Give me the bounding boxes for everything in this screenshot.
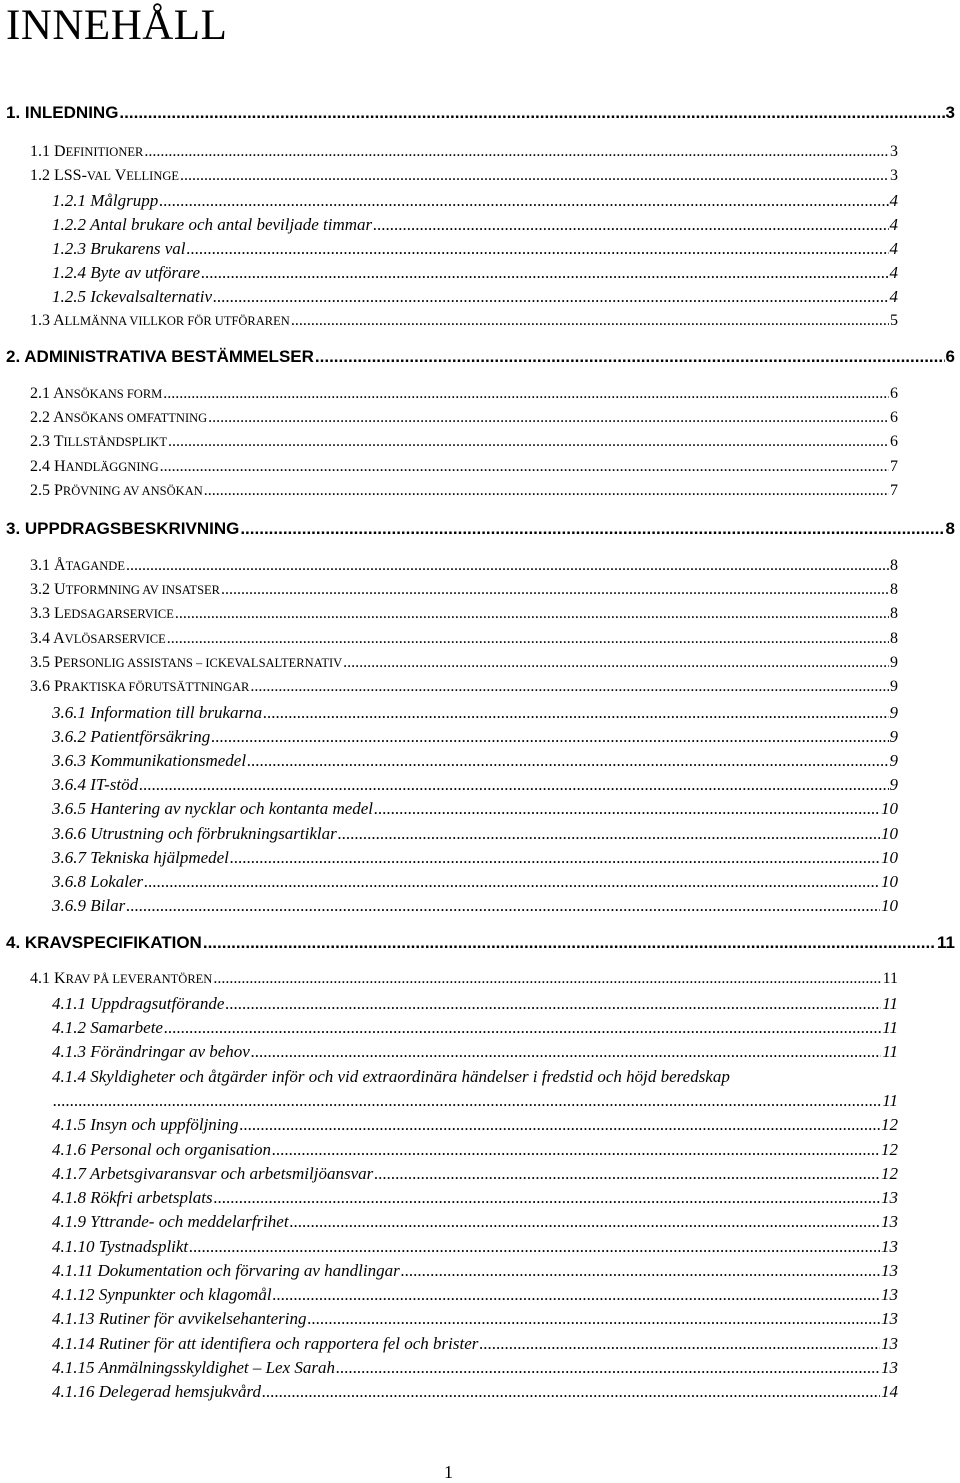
toc-entry-label	[30, 557, 125, 575]
toc-entry-label	[52, 1140, 271, 1160]
page-number: 1	[444, 1462, 453, 1482]
toc-entry[interactable]	[52, 1358, 898, 1378]
toc-entry-label	[30, 433, 167, 451]
toc-dot-leader	[247, 751, 888, 771]
toc-entry[interactable]	[52, 1261, 898, 1281]
toc-entry-label	[52, 848, 229, 868]
toc-dot-leader	[374, 1164, 880, 1184]
toc-entry[interactable]	[52, 896, 898, 916]
toc-dot-leader	[213, 287, 888, 307]
toc-dot-leader	[262, 1382, 880, 1402]
toc-dot-leader	[338, 824, 880, 844]
toc-entry-label	[52, 1018, 163, 1038]
toc-entry[interactable]	[52, 799, 898, 819]
toc-entry-label	[30, 409, 207, 427]
toc-dot-leader	[186, 239, 888, 259]
toc-page-number: 10	[881, 872, 898, 891]
toc-entry-text: 4.1.16 Delegerad hemsjukvård	[52, 1382, 261, 1401]
toc-entry[interactable]	[52, 751, 898, 771]
toc-dot-leader	[214, 1188, 880, 1208]
toc-entry-text: 3.6.7 Tekniska hjälpmedel	[52, 848, 229, 867]
toc-entry-label	[52, 1382, 261, 1402]
toc-entry-label	[52, 727, 210, 747]
toc-dot-leader	[250, 678, 889, 696]
toc-entry[interactable]	[6, 347, 955, 367]
toc-entry-text: 4.1.3 Förändringar av behov	[52, 1042, 250, 1061]
toc-entry[interactable]	[52, 1140, 898, 1160]
toc-dot-leader	[189, 1237, 880, 1257]
toc-entry-text: 2.3 T	[30, 433, 64, 450]
toc-dot-leader	[240, 519, 944, 539]
toc-page-number: 6	[945, 347, 955, 366]
toc-entry-label	[6, 933, 202, 953]
toc-entry[interactable]	[52, 703, 898, 723]
toc-entry[interactable]	[52, 994, 898, 1014]
toc-entry-label	[52, 824, 337, 844]
toc-entry-text: 1.2.2 Antal brukare och antal beviljade timmar	[52, 215, 373, 234]
toc-entry-text: 3.6.2 Patientförsäkring	[52, 727, 211, 746]
toc-entry[interactable]	[30, 143, 898, 161]
toc-entry-label	[52, 1358, 335, 1378]
toc-page-number: 7	[890, 458, 898, 475]
toc-entry-smallcaps-2: ELLINGE	[126, 169, 180, 183]
toc-dot-leader	[204, 482, 889, 500]
toc-entry-label	[52, 1164, 373, 1184]
toc-entry-smallcaps: RAKTISKA FÖRUTSÄTTNINGAR	[62, 680, 250, 694]
toc-entry-label	[52, 872, 143, 892]
toc-page-number: 11	[882, 1042, 898, 1061]
toc-page-number: 4	[889, 263, 898, 282]
toc-entry-smallcaps: RÖVNING AV ANSÖKAN	[62, 484, 203, 498]
toc-entry-label	[30, 143, 143, 161]
toc-entry-smallcaps: ERSONLIG ASSISTANS – ICKEVALSALTERNATIV	[62, 656, 343, 670]
toc-entry-text: 4.1.13 Rutiner för avvikelsehantering	[52, 1309, 307, 1328]
toc-entry[interactable]	[30, 312, 898, 330]
toc-entry[interactable]	[52, 1237, 898, 1257]
toc-entry-text: 4. KRAVSPECIFIKATION	[6, 933, 202, 952]
toc-entry-text: 1.2.3 Brukarens val	[52, 239, 186, 258]
toc-entry-smallcaps: NSÖKANS FORM	[64, 387, 163, 401]
toc-page-number: 3	[890, 167, 898, 184]
toc-entry-text: 2.5 P	[30, 482, 63, 499]
toc-entry[interactable]	[52, 287, 898, 307]
toc-entry-text: 4.1 K	[30, 970, 66, 987]
document-title: INNEHÅLL	[6, 2, 228, 49]
toc-entry[interactable]	[30, 654, 898, 672]
toc-entry-label	[30, 167, 179, 185]
toc-entry-label: 4.1.4 Skyldigheter och åtgärder inför och vid extraordinära händelser i fredstid och höjd beredskap	[52, 1067, 730, 1086]
toc-entry[interactable]	[52, 239, 898, 259]
toc-entry-text-rest: V	[111, 167, 127, 184]
toc-entry-wrapped-title[interactable]	[52, 1067, 730, 1087]
toc-entry[interactable]	[30, 605, 898, 623]
toc-page-number: 11	[937, 933, 955, 952]
toc-page-number: 4	[889, 287, 898, 306]
toc-page-number: 13	[881, 1358, 898, 1377]
toc-page-number: 9	[890, 654, 898, 671]
toc-entry-text: 4.1.12 Synpunkter och klagomål	[52, 1285, 272, 1304]
toc-entry-label	[30, 678, 249, 696]
toc-page-number: 13	[881, 1309, 898, 1328]
toc-entry-text: 3.6 P	[30, 678, 63, 695]
toc-entry[interactable]	[30, 458, 898, 476]
toc-page-number: 12	[881, 1140, 898, 1159]
toc-entry-smallcaps: NSÖKANS OMFATTNING	[64, 411, 208, 425]
toc-entry-text: 3.6.6 Utrustning och förbrukningsartiklar	[52, 824, 337, 843]
toc-dot-leader	[272, 1140, 880, 1160]
toc-dot-leader	[203, 933, 936, 953]
toc-dot-leader	[126, 557, 889, 575]
toc-entry[interactable]	[52, 191, 898, 211]
toc-entry[interactable]	[30, 630, 898, 648]
toc-entry-label	[30, 458, 159, 476]
toc-dot-leader	[175, 605, 889, 623]
toc-entry-text: 4.1.6 Personal och organisation	[52, 1140, 271, 1159]
toc-entry-label	[52, 1309, 306, 1329]
toc-entry-text: 3.6.4 IT-stöd	[52, 775, 139, 794]
toc-entry-text: 1.	[6, 103, 21, 122]
toc-entry[interactable]	[52, 775, 898, 795]
toc-page-number: 10	[881, 799, 898, 818]
toc-entry[interactable]	[6, 933, 955, 953]
toc-entry-text: 3.6.8 Lokaler	[52, 872, 144, 891]
toc-entry-text: 2.2 A	[30, 409, 65, 426]
toc-entry-smallcaps: LLMÄNNA VILLKOR FÖR UTFÖRAREN	[64, 314, 290, 328]
toc-entry-label	[52, 215, 372, 235]
toc-entry-label	[30, 605, 174, 623]
toc-entry-smallcaps: ANDLÄGGNING	[65, 460, 159, 474]
toc-entry-label	[52, 263, 200, 283]
toc-page-number: 3	[945, 103, 955, 122]
toc-dot-leader	[343, 654, 889, 672]
toc-dot-leader	[126, 896, 880, 916]
toc-entry[interactable]	[6, 103, 955, 123]
toc-entry-label	[30, 970, 212, 988]
toc-entry[interactable]	[30, 970, 898, 988]
toc-dot-leader	[211, 727, 888, 747]
toc-entry-label	[52, 191, 158, 211]
toc-entry-text: 2. ADMINISTRATIVA BESTÄMMELSER	[6, 347, 314, 366]
toc-entry-text: 4.1.1 Uppdragsutförande	[52, 994, 225, 1013]
toc-entry[interactable]	[52, 1188, 898, 1208]
toc-dot-leader	[208, 409, 889, 427]
toc-entry[interactable]	[52, 1018, 898, 1038]
toc-page-number: 13	[881, 1237, 898, 1256]
toc-entry-smallcaps: TAGANDE	[65, 559, 125, 573]
toc-entry-smallcaps: RAV PÅ LEVERANTÖREN	[65, 972, 213, 986]
toc-entry-text: 4.1.7 Arbetsgivaransvar och arbetsmiljöansvar	[52, 1164, 374, 1183]
toc-dot-leader	[315, 347, 945, 367]
toc-page-number: 11	[882, 1091, 898, 1110]
toc-entry-text: 1.2 LSS-	[30, 167, 87, 184]
toc-entry-text: 2.1 A	[30, 385, 65, 402]
toc-page-number: 9	[889, 703, 898, 722]
toc-entry-text-rest: INLEDNING	[20, 103, 119, 122]
toc-dot-leader	[167, 630, 889, 648]
toc-entry-text: 3.5 P	[30, 654, 63, 671]
toc-entry[interactable]	[52, 1091, 898, 1111]
toc-dot-leader	[263, 703, 888, 723]
toc-entry-label	[30, 312, 290, 330]
toc-entry-label	[52, 751, 246, 771]
toc-dot-leader	[273, 1285, 880, 1305]
toc-entry-text: 3.4 A	[30, 630, 65, 647]
toc-entry[interactable]	[52, 727, 898, 747]
toc-page-number: 3	[890, 143, 898, 160]
toc-entry-text: 4.1.2 Samarbete	[52, 1018, 163, 1037]
toc-entry-label	[52, 1188, 213, 1208]
toc-entry-label	[52, 1261, 400, 1281]
toc-entry-label	[52, 775, 138, 795]
toc-entry[interactable]	[52, 1042, 898, 1062]
toc-entry-text: 4.1.9 Yttrande- och meddelarfrihet	[52, 1212, 289, 1231]
toc-entry-label	[52, 896, 125, 916]
toc-dot-leader	[336, 1358, 880, 1378]
toc-page-number: 14	[881, 1382, 898, 1401]
toc-page-number: 4	[889, 215, 898, 234]
toc-entry-label	[52, 1285, 272, 1305]
toc-entry-text: 3.6.9 Bilar	[52, 896, 126, 915]
toc-entry-text: 1.2.5 Ickevalsalternativ	[52, 287, 213, 306]
toc-entry[interactable]	[52, 1212, 898, 1232]
toc-entry-label	[52, 1334, 478, 1354]
toc-entry-label	[30, 630, 166, 648]
toc-entry[interactable]	[30, 385, 898, 403]
toc-page-number: 4	[889, 239, 898, 258]
toc-entry-label	[52, 1042, 250, 1062]
toc-page-number: 5	[890, 312, 898, 329]
toc-page-number: 6	[890, 433, 898, 450]
toc-dot-leader	[163, 385, 889, 403]
toc-dot-leader	[144, 143, 889, 161]
toc-dot-leader	[160, 458, 889, 476]
toc-entry-smallcaps: VAL	[86, 169, 111, 183]
toc-dot-leader	[180, 167, 889, 185]
toc-page-number: 11	[882, 1018, 898, 1037]
toc-dot-leader	[290, 1212, 880, 1232]
toc-entry-smallcaps: EFINITIONER	[65, 145, 144, 159]
toc-entry[interactable]	[30, 678, 898, 696]
toc-entry-label	[6, 347, 314, 367]
toc-entry-label	[30, 482, 203, 500]
toc-entry-text: 4.1.11 Dokumentation och förvaring av handlingar	[52, 1261, 400, 1280]
toc-dot-leader	[307, 1309, 880, 1329]
toc-entry-text: 3.6.5 Hantering av nycklar och kontanta medel	[52, 799, 374, 818]
toc-dot-leader	[373, 215, 888, 235]
toc-dot-leader	[53, 1091, 881, 1111]
toc-entry[interactable]	[52, 1382, 898, 1402]
toc-page-number: 9	[890, 678, 898, 695]
toc-entry[interactable]	[30, 482, 898, 500]
toc-page-number: 7	[890, 482, 898, 499]
toc-page-number: 12	[881, 1115, 898, 1134]
toc-entry[interactable]	[30, 557, 898, 575]
toc-entry-text: 4.1.10 Tystnadsplikt	[52, 1237, 189, 1256]
toc-entry[interactable]	[30, 433, 898, 451]
toc-entry-text: 1.1 D	[30, 143, 66, 160]
toc-entry-text: 4.1.5 Insyn och uppföljning	[52, 1115, 239, 1134]
toc-entry[interactable]	[52, 1115, 898, 1135]
toc-page-number: 8	[945, 519, 955, 538]
toc-dot-leader	[119, 103, 944, 123]
toc-entry-label	[52, 287, 212, 307]
toc-entry-text: 1.2.4 Byte av utförare	[52, 263, 201, 282]
toc-dot-leader	[230, 848, 880, 868]
toc-entry[interactable]	[52, 1164, 898, 1184]
toc-entry[interactable]	[52, 215, 898, 235]
toc-dot-leader	[251, 1042, 881, 1062]
toc-dot-leader	[168, 433, 889, 451]
toc-entry-smallcaps: TFORMNING AV INSATSER	[65, 583, 220, 597]
toc-entry-smallcaps: VLÖSARSERVICE	[64, 632, 166, 646]
toc-dot-leader	[221, 581, 889, 599]
toc-entry-text: 4.1.8 Rökfri arbetsplats	[52, 1188, 213, 1207]
toc-page-number: 9	[889, 751, 898, 770]
toc-entry-label	[52, 703, 262, 723]
toc-entry-text: 3.1 Å	[30, 557, 66, 574]
toc-page-number: 6	[890, 409, 898, 426]
toc-page-number: 13	[881, 1334, 898, 1353]
toc-entry-text: 3.3 L	[30, 605, 64, 622]
toc-entry-text: 2.4 H	[30, 458, 66, 475]
toc-dot-leader	[164, 1018, 881, 1038]
toc-entry[interactable]	[52, 848, 898, 868]
toc-entry-label	[6, 103, 118, 123]
toc-entry-text: 3.6.3 Kommunikationsmedel	[52, 751, 247, 770]
toc-page-number: 8	[890, 581, 898, 598]
toc-page-number: 13	[881, 1261, 898, 1280]
toc-page-number: 8	[890, 557, 898, 574]
toc-entry-label	[30, 385, 162, 403]
toc-entry-text: 3.2 U	[30, 581, 66, 598]
toc-entry[interactable]	[52, 1309, 898, 1329]
toc-dot-leader	[291, 312, 889, 330]
toc-entry-label	[30, 654, 342, 672]
toc-entry-label	[52, 994, 224, 1014]
toc-entry-text: 3. UPPDRAGSBESKRIVNING	[6, 519, 240, 538]
toc-dot-leader	[401, 1261, 880, 1281]
toc-entry[interactable]	[52, 824, 898, 844]
toc-dot-leader	[479, 1334, 880, 1354]
toc-entry[interactable]	[52, 1285, 898, 1305]
toc-page-number: 6	[890, 385, 898, 402]
toc-entry-label	[52, 1115, 239, 1135]
toc-page-number: 4	[889, 191, 898, 210]
toc-entry[interactable]	[52, 263, 898, 283]
toc-entry[interactable]	[30, 409, 898, 427]
toc-page-number: 11	[882, 970, 898, 987]
toc-dot-leader	[139, 775, 888, 795]
toc-entry-text: 3.6.1 Information till brukarna	[52, 703, 263, 722]
toc-page-number: 9	[889, 727, 898, 746]
toc-dot-leader	[201, 263, 888, 283]
toc-entry-label	[52, 1237, 188, 1257]
toc-dot-leader	[159, 191, 888, 211]
toc-page-number: 10	[881, 896, 898, 915]
toc-dot-leader	[240, 1115, 880, 1135]
toc-entry-smallcaps: ILLSTÅNDSPLIKT	[63, 435, 167, 449]
toc-page-number: 9	[889, 775, 898, 794]
toc-entry[interactable]	[52, 1334, 898, 1354]
toc-page-number: 10	[881, 848, 898, 867]
toc-page-number: 12	[881, 1164, 898, 1183]
toc-entry[interactable]	[30, 581, 898, 599]
toc-dot-leader	[213, 970, 881, 988]
toc-page-number: 13	[881, 1285, 898, 1304]
toc-entry-label	[52, 799, 373, 819]
toc-page-number: 10	[881, 824, 898, 843]
toc-page-number: 13	[881, 1212, 898, 1231]
toc-dot-leader	[374, 799, 880, 819]
toc-entry-text: 1.3 A	[30, 312, 65, 329]
toc-page-number: 8	[890, 605, 898, 622]
toc-entry[interactable]	[6, 519, 955, 539]
toc-entry-text: 4.1.14 Rutiner för att identifiera och rapportera fel och brister	[52, 1334, 479, 1353]
toc-entry-label	[30, 581, 220, 599]
toc-entry-label	[52, 1212, 289, 1232]
toc-page-number: 13	[881, 1188, 898, 1207]
toc-dot-leader	[144, 872, 880, 892]
toc-page-number: 11	[882, 994, 898, 1013]
toc-page-number: 8	[890, 630, 898, 647]
toc-entry[interactable]	[52, 872, 898, 892]
toc-entry-label	[52, 239, 185, 259]
toc-entry[interactable]	[30, 167, 898, 185]
toc-entry-label	[6, 519, 239, 539]
toc-entry-text: 4.1.15 Anmälningsskyldighet – Lex Sarah	[52, 1358, 335, 1377]
toc-entry-smallcaps: EDSAGARSERVICE	[63, 607, 174, 621]
toc-entry-text: 1.2.1 Målgrupp	[52, 191, 159, 210]
toc-dot-leader	[225, 994, 881, 1014]
